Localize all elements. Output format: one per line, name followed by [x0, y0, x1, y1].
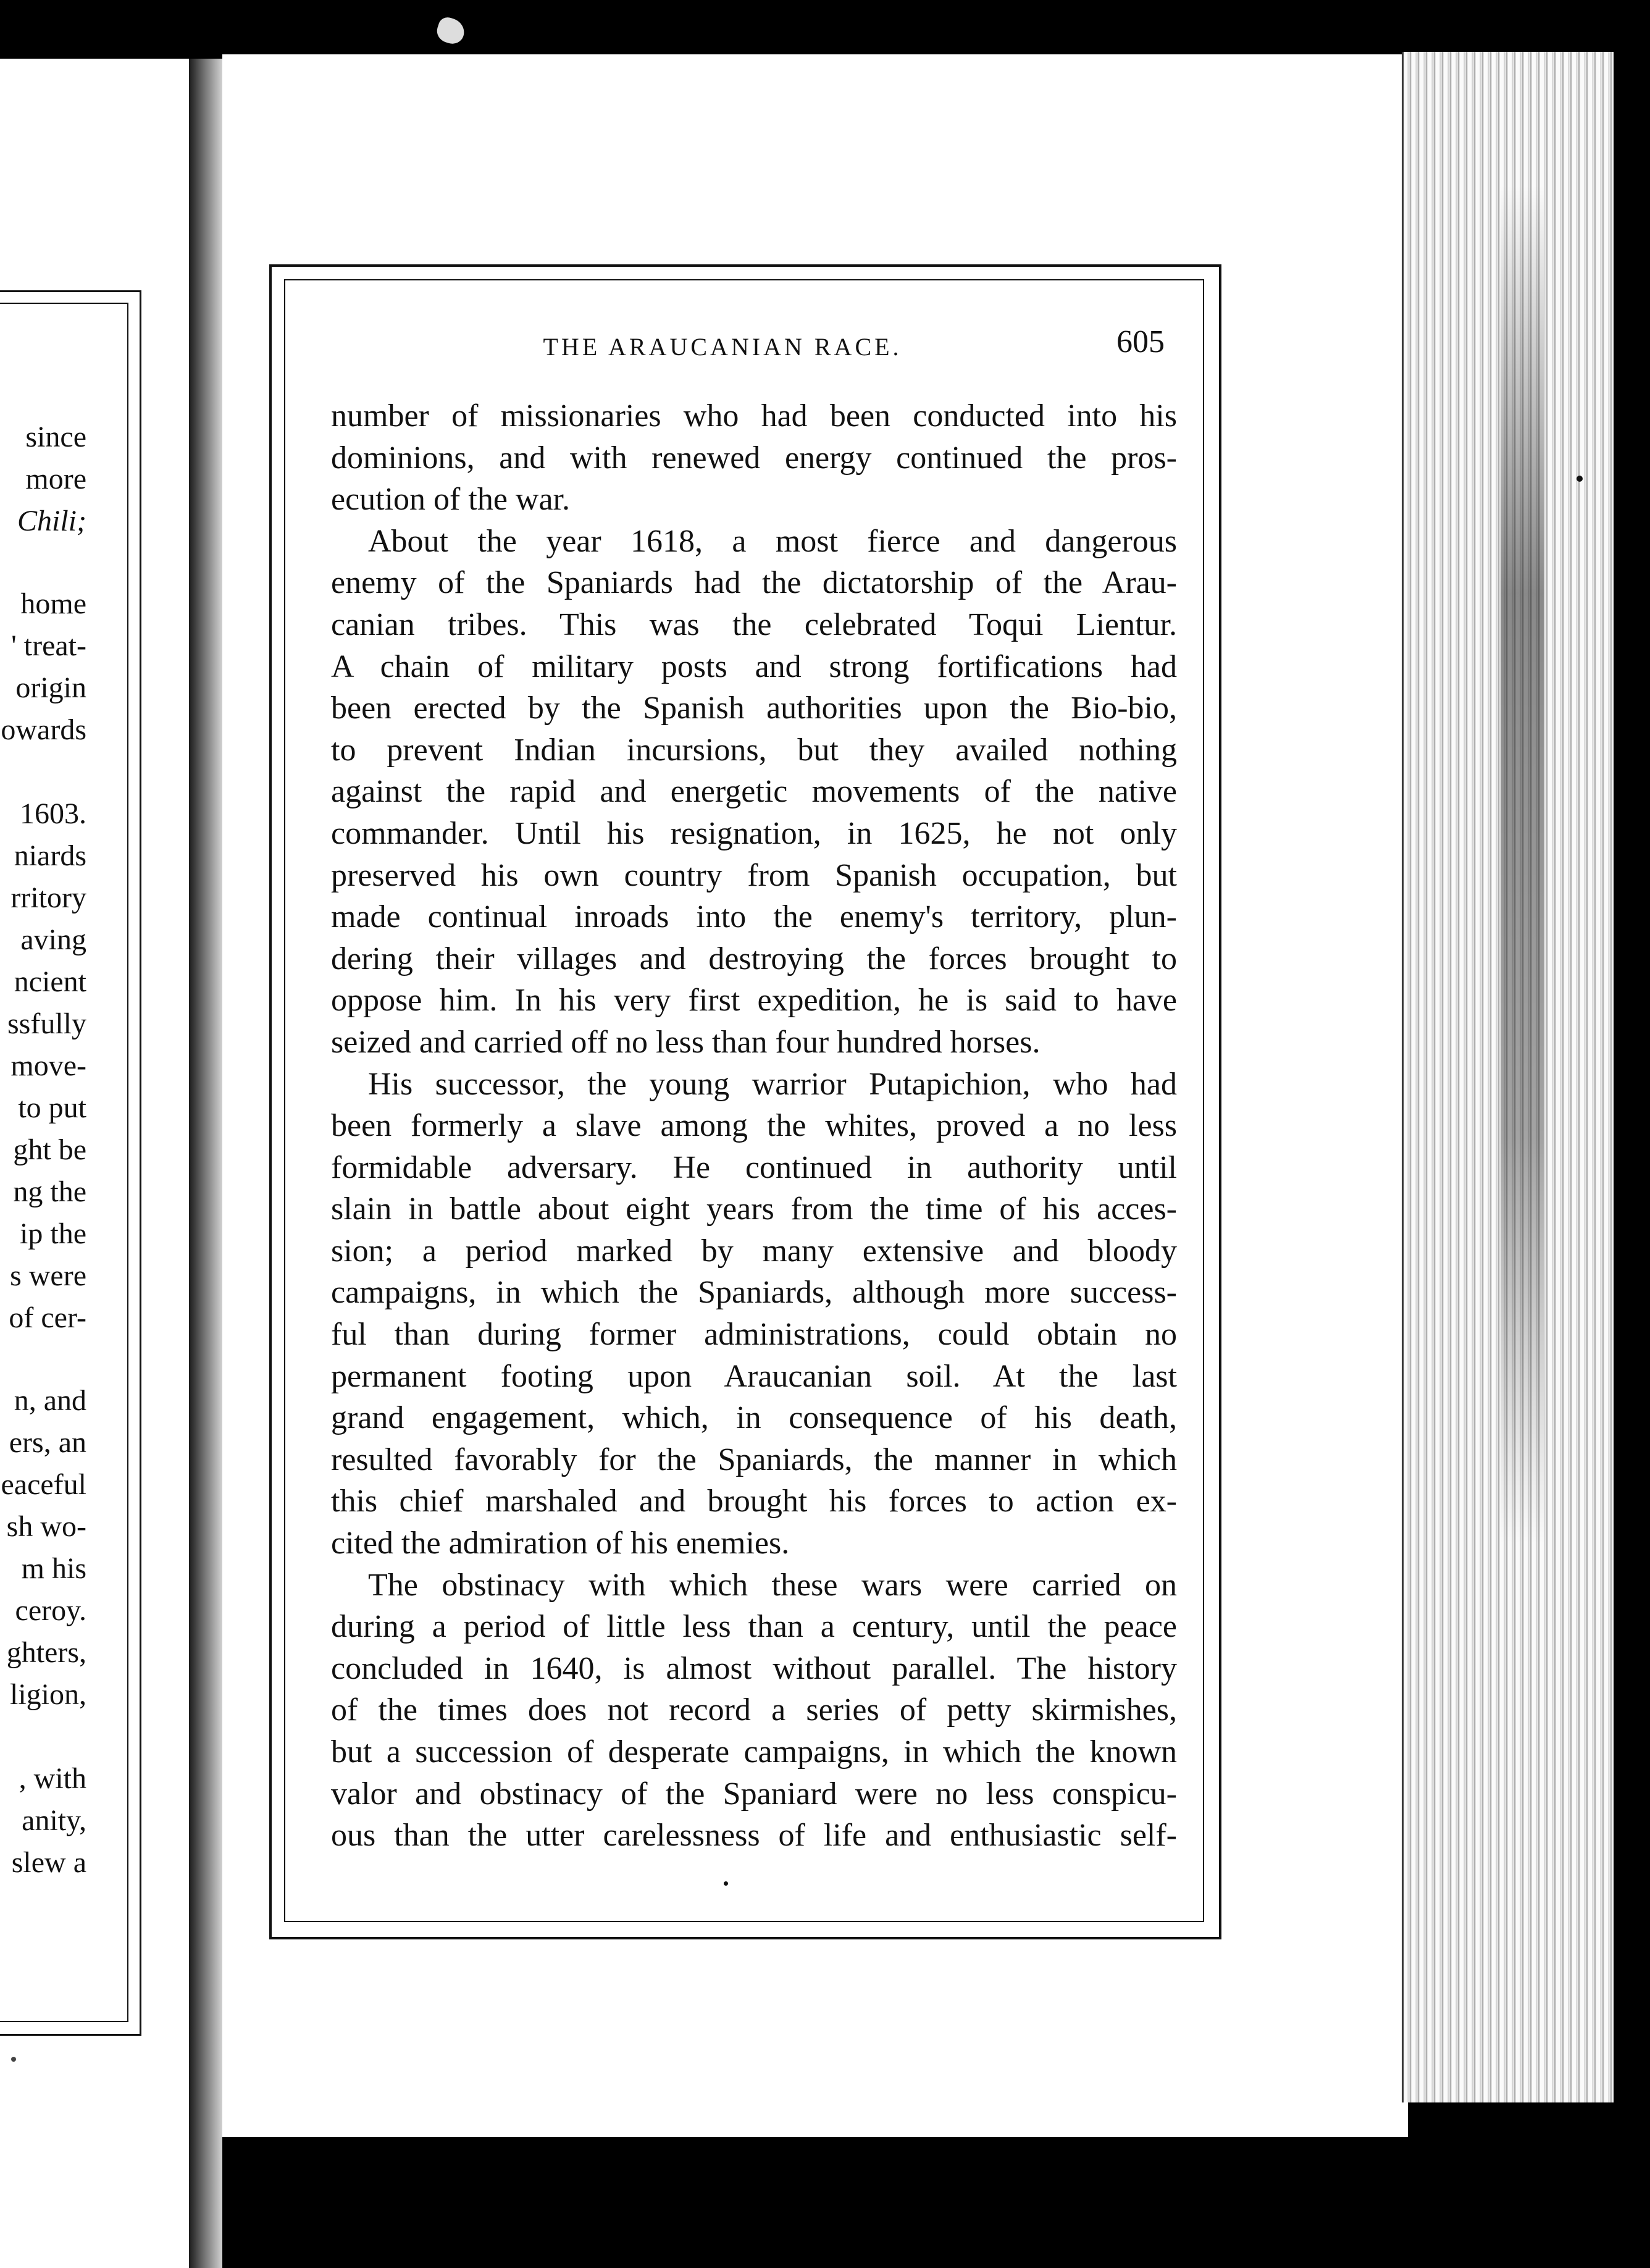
text-line: resulted favorably for the Spaniards, the manner in which: [331, 1442, 1177, 1477]
text-line: during a period of little less than a century, until the peace: [331, 1609, 1177, 1645]
previous-page-line: ers, an: [9, 1426, 86, 1459]
text-line: been erected by the Spanish authorities upon the Bio-bio,: [331, 691, 1177, 726]
previous-page-line: ncient: [14, 965, 86, 998]
previous-page-line: eaceful: [1, 1468, 86, 1501]
text-line: ous than the utter carelessness of life and enthusiastic self-: [331, 1818, 1177, 1854]
previous-page-line: 1603.: [20, 797, 86, 830]
text-line: grand engagement, which, in consequence of his death,: [331, 1400, 1177, 1436]
previous-page-line: rritory: [10, 881, 86, 914]
text-line: ecution of the war.: [331, 482, 570, 518]
book-gutter-shadow: [189, 59, 224, 2268]
text-line: of the times does not record a series of petty skirmishes,: [331, 1692, 1177, 1728]
previous-page-line: , with: [19, 1762, 86, 1795]
previous-page-line: owards: [1, 713, 86, 746]
previous-page-line: ' treat-: [11, 629, 86, 662]
previous-page-line: anity,: [22, 1804, 86, 1837]
previous-page: [0, 59, 191, 2268]
previous-page-line: ceroy.: [15, 1594, 86, 1627]
text-line: canian tribes. This was the celebrated Toqui Lientur.: [331, 607, 1177, 642]
text-line: made continual inroads into the enemy's territory, plun-: [331, 899, 1177, 935]
text-line: formidable adversary. He continued in authority until: [331, 1149, 1177, 1185]
previous-page-line: n, and: [14, 1384, 86, 1417]
previous-page-line: ng the: [13, 1175, 86, 1208]
scan-bottom-border: [222, 2137, 1612, 2268]
text-line: slain in battle about eight years from the time of his acces-: [331, 1191, 1177, 1227]
page-edge-shadow: [1501, 185, 1544, 1544]
previous-page-line: home: [20, 587, 86, 620]
previous-page-line: ssfully: [7, 1007, 86, 1040]
previous-page-line: origin: [15, 671, 86, 704]
text-line: to prevent Indian incursions, but they availed nothing: [331, 732, 1177, 768]
previous-page-line: ghters,: [6, 1636, 86, 1669]
text-line: number of missionaries who had been conducted into his: [331, 398, 1177, 434]
text-line: dominions, and with renewed energy continued the pros-: [331, 440, 1177, 476]
text-line: concluded in 1640, is almost without parallel. The history: [331, 1650, 1177, 1686]
text-line: seized and carried off no less than four hundred horses.: [331, 1024, 1041, 1060]
text-line: commander. Until his resignation, in 1625, he not only: [331, 815, 1177, 851]
previous-page-line: ght be: [13, 1133, 86, 1166]
text-line: The obstinacy with which these wars were carried on: [368, 1567, 1177, 1603]
text-line: campaigns, in which the Spaniards, although more success-: [331, 1275, 1177, 1311]
text-line: oppose him. In his very first expedition, he is said to have: [331, 983, 1177, 1018]
text-line: cited the admiration of his enemies.: [331, 1526, 790, 1561]
text-line: A chain of military posts and strong fortifications had: [331, 649, 1177, 684]
previous-page-line: of cer-: [9, 1301, 86, 1334]
text-line: About the year 1618, a most fierce and dangerous: [368, 523, 1177, 559]
scan-speck: [1577, 476, 1583, 482]
text-line: preserved his own country from Spanish occupation, but: [331, 857, 1177, 893]
previous-page-line: slew a: [11, 1846, 86, 1879]
text-line: valor and obstinacy of the Spaniard were no less conspicu-: [331, 1776, 1177, 1812]
previous-page-line: ip the: [20, 1217, 86, 1250]
page-number: 605: [1116, 324, 1165, 359]
body-text: [331, 395, 1177, 1857]
text-line: ful than during former administrations, could obtain no: [331, 1317, 1177, 1353]
previous-page-line: s were: [10, 1259, 86, 1292]
text-line: His successor, the young warrior Putapichion, who had: [368, 1066, 1177, 1102]
previous-page-line: niards: [14, 839, 86, 872]
previous-page-line: more: [25, 463, 86, 495]
text-line: against the rapid and energetic movements of the native: [331, 774, 1177, 810]
text-line: sion; a period marked by many extensive and bloody: [331, 1233, 1177, 1269]
previous-page-line: ligion,: [9, 1678, 86, 1711]
previous-page-line: Chili;: [17, 505, 86, 537]
scan-speck: [11, 2057, 16, 2062]
previous-page-line: since: [25, 421, 86, 453]
previous-page-line: aving: [20, 923, 86, 956]
previous-page-line: m his: [21, 1552, 86, 1585]
text-line: enemy of the Spaniards had the dictatorship of the Arau-: [331, 565, 1177, 601]
running-head: THE ARAUCANIAN RACE.: [543, 333, 902, 361]
text-line: this chief marshaled and brought his forces to action ex-: [331, 1484, 1177, 1519]
text-line: dering their villages and destroying the forces brought to: [331, 941, 1177, 976]
printer-mark: [724, 1881, 728, 1886]
previous-page-line: to put: [18, 1091, 86, 1124]
text-line: been formerly a slave among the whites, proved a no less: [331, 1108, 1177, 1144]
previous-page-line: move-: [10, 1049, 86, 1082]
text-line: but a succession of desperate campaigns, in which the known: [331, 1734, 1177, 1770]
text-line: permanent footing upon Araucanian soil. At the last: [331, 1358, 1177, 1394]
previous-page-line: sh wo-: [6, 1510, 86, 1543]
